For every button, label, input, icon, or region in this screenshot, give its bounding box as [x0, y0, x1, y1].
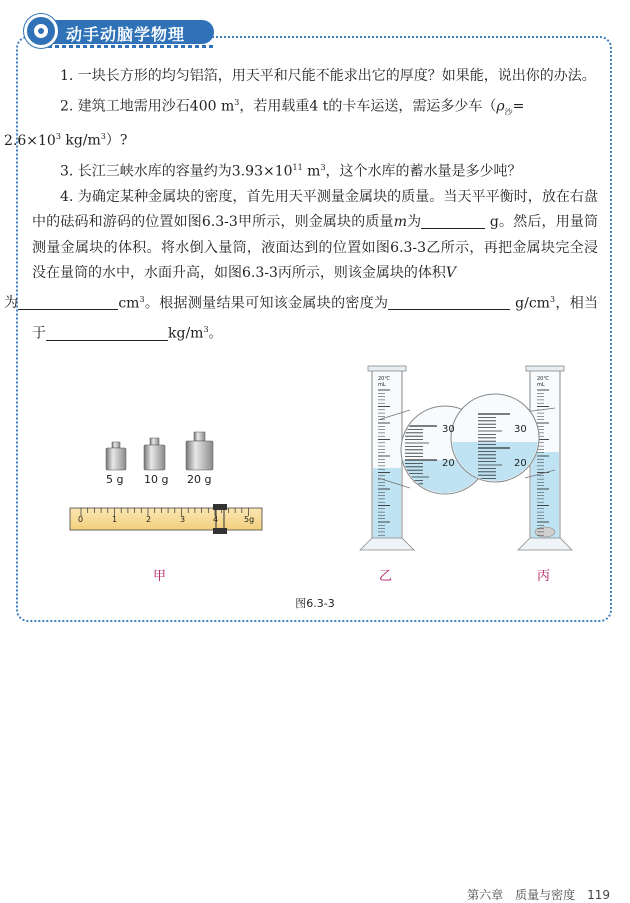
rider-tick-1: 1: [112, 515, 118, 524]
rider-tick-4: 4: [213, 515, 219, 524]
density-si-blank[interactable]: [46, 324, 168, 341]
weight-label-20g: 20 g: [187, 473, 212, 486]
density-blank[interactable]: [388, 293, 510, 310]
figure-drawing: [0, 360, 630, 620]
mass-blank[interactable]: [421, 212, 485, 229]
label-bing: 丙: [537, 569, 551, 584]
target-icon: [24, 14, 58, 48]
question-2: 2. 建筑工地需用沙石400 $m^3$，若用载重4 t的卡车运送，需运多少车（$\rho_沙=$ $2.6\times 10^3$ $kg/m^3$）?: [4, 97, 525, 150]
question-4: 4. 为确定某种金属块的密度，首先用天平测量金属块的质量。当天平平衡时，放在右盘中的砝码和游码的位置如图6.3-3甲所示，则金属块的质量m为 g。然后，用量筒测量金属块的体积。将水倒入量筒，液面达到的位置如图6.3-3乙所示，再把金属块完全浸没在量筒的水中，水面升高，如图6.3-3丙所示，则该金属块的体积V 为 $cm^3$。根据测量结果可知该金属块的密度为 $g/cm^3$，相当于 $kg/m^3$。: [4, 188, 599, 342]
cylinder-unit-bing: mL: [537, 382, 545, 388]
zoom-bing-20: 20: [514, 458, 527, 469]
zoom-yi-20: 20: [442, 458, 455, 469]
figure-caption: 图6.3-3: [295, 597, 335, 610]
question-1: 1. 一块长方形的均匀铝箔，用天平和尺能不能求出它的厚度？如果能，说出你的办法。: [60, 68, 596, 84]
rider-tick-5g: 5g: [244, 515, 255, 524]
label-yi: 乙: [379, 569, 393, 584]
cylinder-unit-yi: mL: [378, 382, 386, 388]
rider-tick-0: 0: [78, 515, 84, 524]
rider-tick-3: 3: [180, 515, 186, 524]
exercise-list: [4, 64, 599, 347]
weight-5g: [106, 442, 126, 470]
weight-20g: [186, 432, 213, 470]
zoom-yi-30: 30: [442, 424, 455, 435]
section-title: 动手动脑学物理: [66, 25, 186, 44]
rider-tick-2: 2: [146, 515, 152, 524]
weight-label-5g: 5 g: [106, 473, 124, 486]
zoom-bing-30: 30: [514, 424, 527, 435]
header-stripe: [48, 45, 213, 48]
question-3: 3. 长江三峡水库的容量约为$3.93\times 10^{11}$ $m^3$，这个水库的蓄水量是多少吨？: [60, 162, 522, 180]
figure-6-3-3: [0, 360, 630, 620]
weight-label-10g: 10 g: [144, 473, 169, 486]
page-footer: 第六章 质量与密度 119: [467, 888, 610, 902]
cylinder-temp-yi: 20℃: [378, 376, 390, 382]
weight-10g: [144, 438, 165, 470]
cylinder-temp-bing: 20℃: [537, 376, 549, 382]
label-jia: 甲: [153, 569, 167, 584]
rider-ruler: [70, 504, 262, 534]
volume-blank[interactable]: [18, 293, 118, 310]
